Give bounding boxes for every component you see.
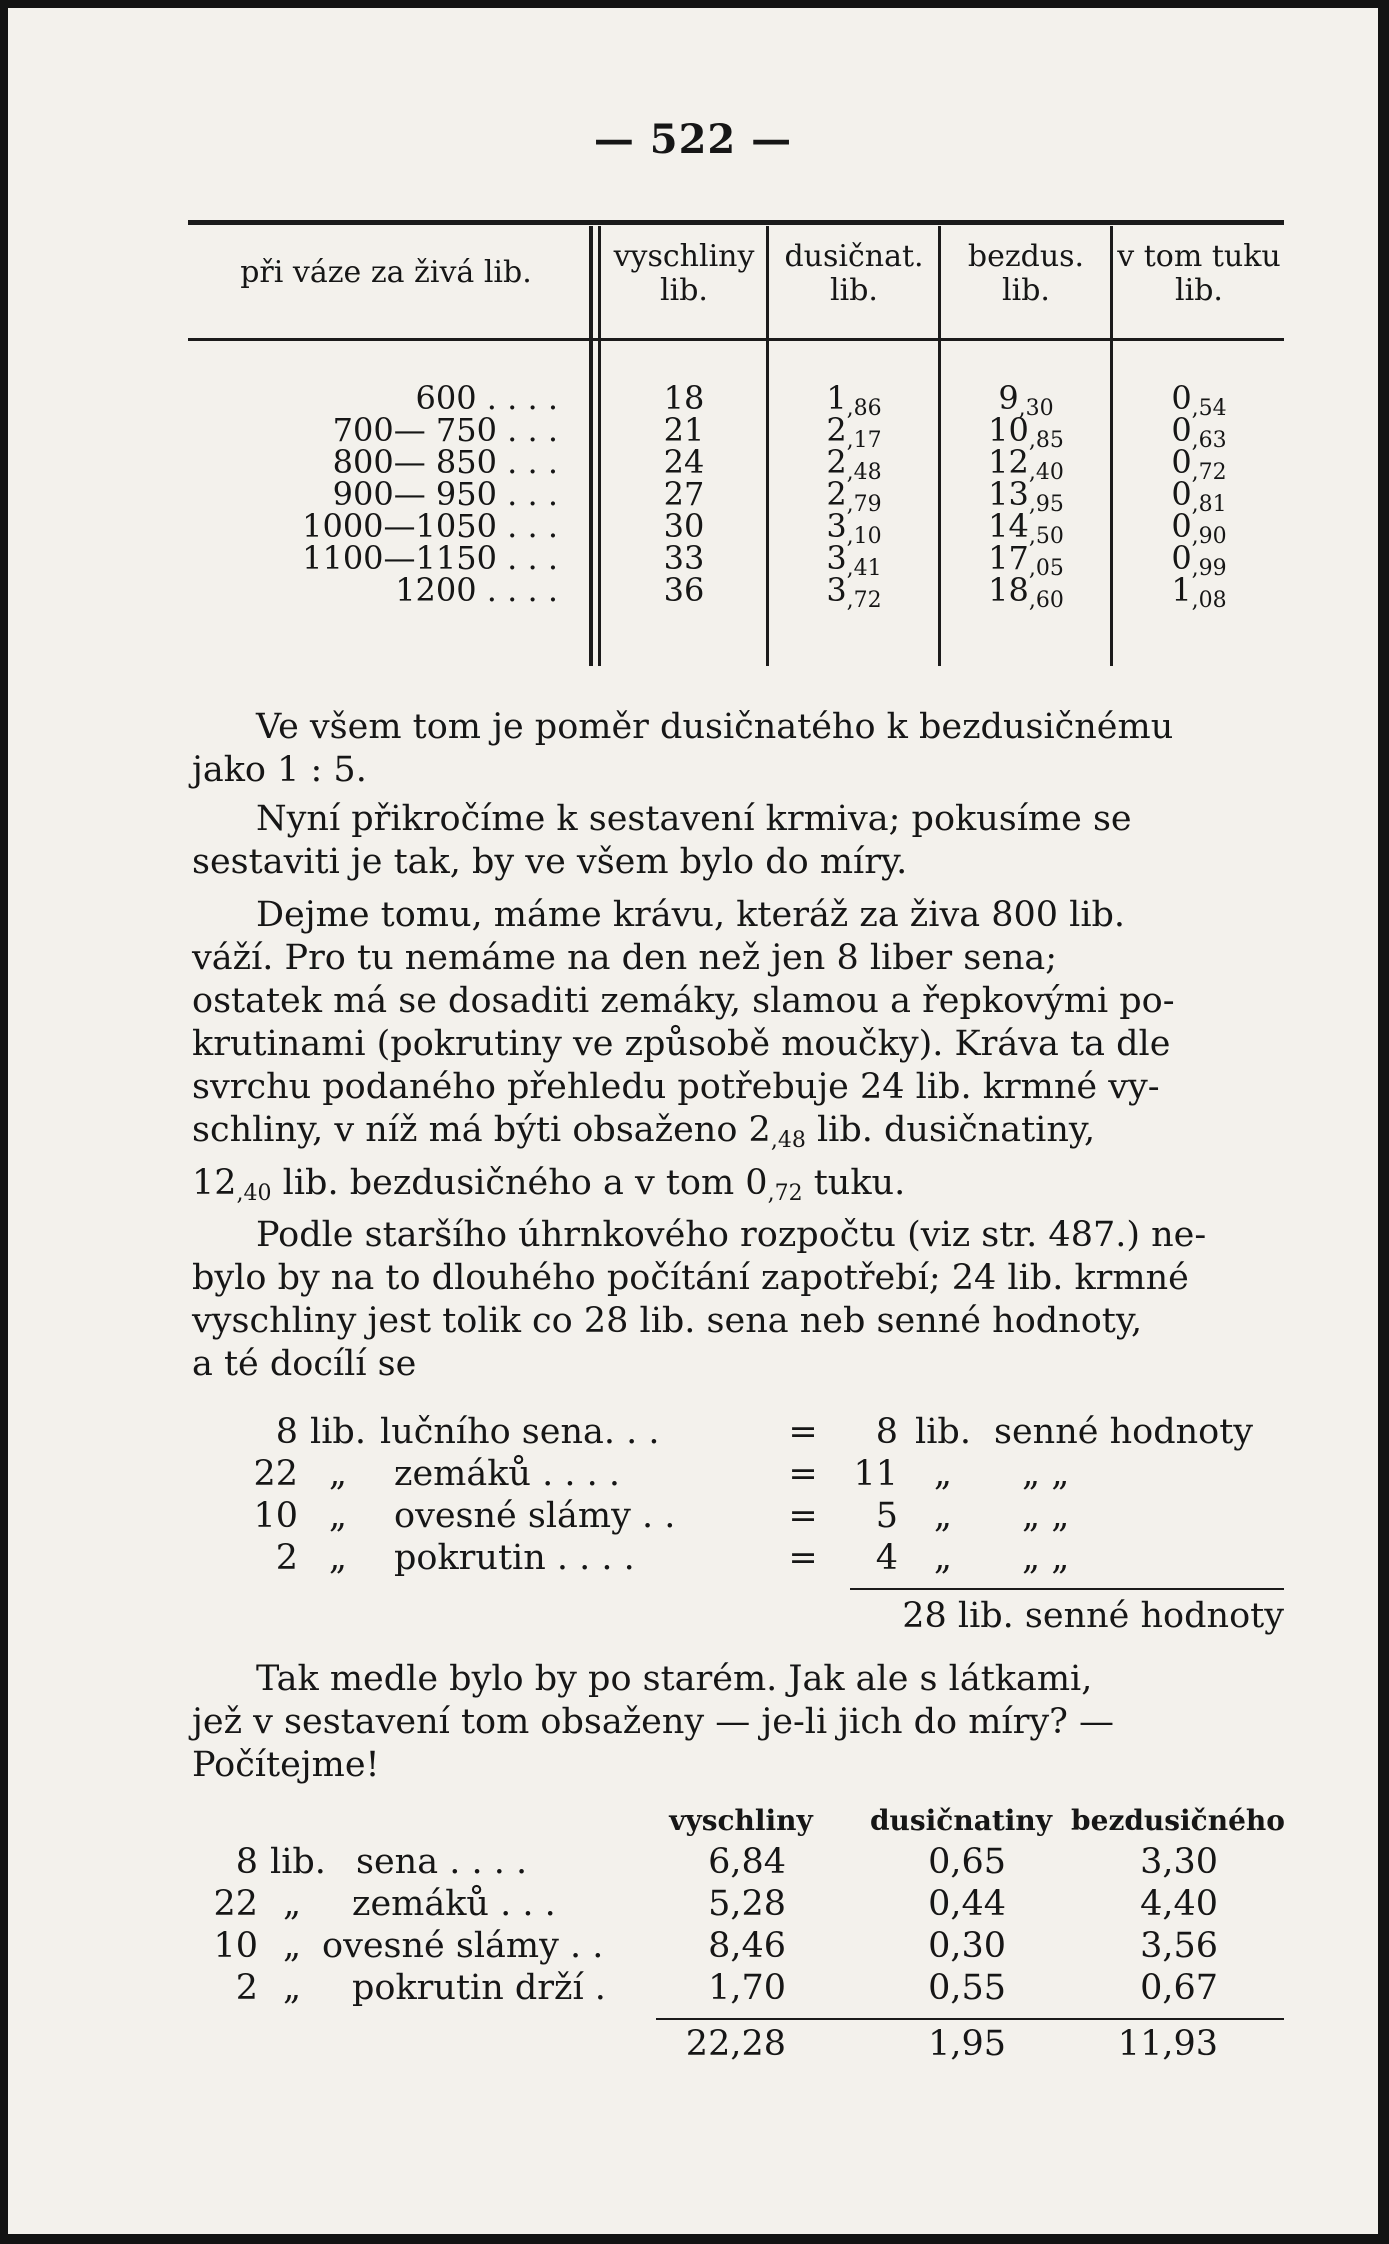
table-row-nitrogenous: 0,55	[928, 1968, 1006, 2008]
list-item-unit: „	[328, 1496, 348, 1536]
list-item-unit: lib.	[310, 1412, 366, 1452]
table-row-nitrogenous: $1_{,86}$	[826, 379, 882, 421]
table-row-weight: 900— 950 . . .	[332, 475, 558, 513]
paragraph-intro: Nyní přikročíme k sestavení krmiva; pokusíme se sestaviti je tak, by ve všem bylo do míry.	[192, 799, 1132, 882]
book-page	[8, 8, 1378, 2234]
list-item-value-unit: „	[933, 1496, 953, 1536]
equals-sign: =	[788, 1412, 818, 1452]
list-item-description: senné hodnoty	[994, 1412, 1254, 1452]
table-row-dry: 24	[663, 443, 705, 481]
table-row-weight: 800— 850 . . .	[332, 443, 558, 481]
table-row-dry: 5,28	[708, 1884, 786, 1924]
table-row-nonnitrogenous: $9_{,30}$	[998, 379, 1054, 421]
table-row-nonnitrogenous: 0,67	[1140, 1968, 1218, 2008]
table-row-nitrogenous: 0,65	[928, 1842, 1006, 1882]
table-row-unit: „	[283, 1884, 302, 1924]
table-row-unit: „	[283, 1926, 302, 1966]
table-row-nonnitrogenous: 4,40	[1140, 1884, 1218, 1924]
table-row-weight: 1200 . . . .	[395, 571, 558, 609]
table-row-fat: $0_{,63}$	[1171, 411, 1227, 453]
table-row-fat: $0_{,54}$	[1171, 379, 1227, 421]
table-row-nonnitrogenous: $17_{,05}$	[988, 539, 1064, 581]
table-row-nitrogenous: $2_{,17}$	[826, 411, 882, 453]
table-row-weight: 1000—1050 . . .	[302, 507, 558, 545]
paragraph-question: Tak medle bylo by po starém. Jak ale s látkami, jež v sestavení tom obsaženy — je-li jich do míry? — Počítejme!	[192, 1659, 1115, 1785]
table-row-dry: 8,46	[708, 1926, 786, 1966]
table-row-nonnitrogenous: $10_{,85}$	[988, 411, 1064, 453]
list-item-name: ovesné slámy . .	[394, 1496, 676, 1536]
list-item-qty: 2	[275, 1538, 298, 1578]
table-row-dry: 6,84	[708, 1842, 786, 1882]
list-item-qty: 10	[253, 1496, 298, 1536]
list-item-name: zemáků . . . .	[394, 1454, 620, 1494]
table-row-qty: 10	[213, 1926, 258, 1966]
table-top-rule	[188, 220, 1284, 225]
table-row-dry: 27	[663, 475, 705, 513]
table-row-weight: 700— 750 . . .	[332, 411, 558, 449]
paragraph-older-estimate: Podle staršího úhrnkového rozpočtu (viz str. 487.) ne- bylo by na to dlouhého počítání zapotřebí; 24 lib. krmné vyschliny jest tolik co 28 lib. sena neb senné hodnoty, a té docílí se	[192, 1215, 1207, 1384]
list-item-value-unit: „	[933, 1454, 953, 1494]
column-header: dusičnatiny	[869, 1804, 1053, 1837]
column-divider	[1110, 226, 1113, 666]
table-row-dry: 21	[663, 411, 705, 449]
column-header: bezdusičného	[1071, 1804, 1285, 1837]
table-row-nitrogenous: $3_{,41}$	[826, 539, 882, 581]
list-item-description: „ „	[1022, 1538, 1070, 1578]
total-nitrogenous: 1,95	[928, 2024, 1006, 2064]
table-row-nonnitrogenous: $18_{,60}$	[988, 571, 1064, 613]
table-row-nonnitrogenous: 3,30	[1140, 1842, 1218, 1882]
total-nonnitrogenous: 11,93	[1117, 2024, 1218, 2064]
table-row-dry: 36	[663, 571, 705, 609]
table-row-nonnitrogenous: 3,56	[1140, 1926, 1218, 1966]
table-row-item: sena . . . .	[356, 1842, 528, 1882]
column-divider	[938, 226, 941, 666]
table-row-weight: 600 . . . .	[415, 379, 558, 417]
page-number: — 522 —	[593, 116, 793, 163]
paragraph-ratio: Ve všem tom je poměr dusičnatého k bezdusičnému jako 1 : 5.	[192, 707, 1174, 790]
table-row-unit: lib.	[270, 1842, 326, 1882]
header-fat: v tom tuku lib.	[1117, 239, 1281, 308]
list-item-name: lučního sena. . .	[380, 1412, 660, 1452]
list-item-qty: 8	[275, 1412, 298, 1452]
table-row-qty: 22	[213, 1884, 258, 1924]
header-weight: při váze za živá lib.	[240, 255, 532, 290]
table-row-nitrogenous: $3_{,72}$	[826, 571, 882, 613]
table-row-dry: 33	[663, 539, 705, 577]
table-row-fat: $0_{,72}$	[1171, 443, 1227, 485]
table-row-nitrogenous: $2_{,48}$	[826, 443, 882, 485]
equals-sign: =	[788, 1496, 818, 1536]
table-row-fat: $0_{,99}$	[1171, 539, 1227, 581]
list-item-unit: „	[328, 1454, 348, 1494]
table-row-nonnitrogenous: $12_{,40}$	[988, 443, 1064, 485]
equals-sign: =	[788, 1538, 818, 1578]
table-row-fat: $1_{,08}$	[1171, 571, 1227, 613]
column-header: vyschliny	[669, 1804, 813, 1837]
list-item-description: „ „	[1022, 1496, 1070, 1536]
table-header-rule	[188, 338, 1284, 341]
table-row-fat: $0_{,81}$	[1171, 475, 1227, 517]
table-row-dry: 1,70	[708, 1968, 786, 2008]
table-row-weight: 1100—1150 . . .	[302, 539, 558, 577]
list-item-value: 8	[875, 1412, 898, 1452]
list-item-qty: 22	[253, 1454, 298, 1494]
table-row-item: pokrutin drží .	[352, 1968, 606, 2008]
list-item-value: 5	[875, 1496, 898, 1536]
table-row-dry: 18	[663, 379, 705, 417]
table-row-nonnitrogenous: $14_{,50}$	[988, 507, 1064, 549]
table-row-nitrogenous: $2_{,79}$	[826, 475, 882, 517]
list-item-value: 11	[853, 1454, 898, 1494]
table-row-nitrogenous: 0,30	[928, 1926, 1006, 1966]
list-item-unit: „	[328, 1538, 348, 1578]
paragraph-example: Dejme tomu, máme krávu, kteráž za živa 800 lib. váží. Pro tu nemáme na den než jen 8 liber sena; ostatek má se dosaditi zemáky, slamou a řepkovými po- krutinami (pokrutiny ve způsobě moučky). Kráva ta dle svrchu podaného přehledu potřebuje 24 lib. krmné vy- schliny, v níž má býti obsaženo $2_{,48}$ lib. dusičnatiny, $12_{,40}$ lib. bezdusičného a v tom $0_{,72}$ tuku.	[192, 895, 1175, 1206]
sum-rule	[850, 1588, 1284, 1590]
header-nonnitrogenous: bezdus. lib.	[967, 239, 1085, 308]
column-divider	[598, 226, 601, 666]
table-row-qty: 8	[235, 1842, 258, 1882]
header-dry-matter: vyschliny lib.	[613, 239, 755, 308]
table-row-dry: 30	[663, 507, 705, 545]
column-divider	[589, 226, 593, 666]
table-row-nonnitrogenous: $13_{,95}$	[988, 475, 1064, 517]
list-item-value-unit: lib.	[915, 1412, 971, 1452]
equivalents-total: 28 lib. senné hodnoty	[902, 1596, 1284, 1636]
sum-rule	[656, 2018, 1284, 2020]
list-item-description: „ „	[1022, 1454, 1070, 1494]
list-item-value-unit: „	[933, 1538, 953, 1578]
header-nitrogenous: dusičnat. lib.	[784, 239, 924, 308]
table-row-qty: 2	[235, 1968, 258, 2008]
list-item-value: 4	[875, 1538, 898, 1578]
table-row-unit: „	[283, 1968, 302, 2008]
column-divider	[766, 226, 769, 666]
total-dry: 22,28	[685, 2024, 786, 2064]
list-item-name: pokrutin . . . .	[394, 1538, 635, 1578]
equals-sign: =	[788, 1454, 818, 1494]
table-row-item: ovesné slámy . .	[322, 1926, 604, 1966]
table-row-nitrogenous: 0,44	[928, 1884, 1006, 1924]
table-row-item: zemáků . . .	[352, 1884, 556, 1924]
table-row-nitrogenous: $3_{,10}$	[826, 507, 882, 549]
table-row-fat: $0_{,90}$	[1171, 507, 1227, 549]
